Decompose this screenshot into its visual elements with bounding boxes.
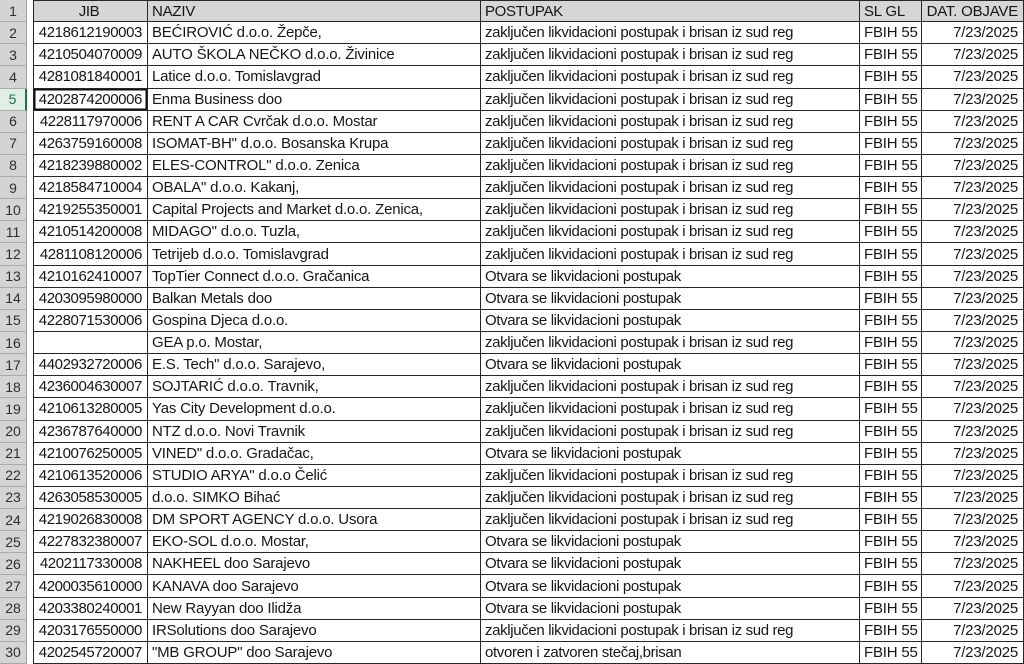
- cell-sl-gl[interactable]: FBIH 55: [860, 376, 922, 398]
- cell-dat-objave[interactable]: 7/23/2025: [922, 266, 1024, 288]
- cell-postupak[interactable]: zaključen likvidacioni postupak i brisan iz sud reg: [481, 376, 860, 398]
- cell-sl-gl[interactable]: FBIH 55: [860, 266, 922, 288]
- cell-naziv[interactable]: Enma Business doo: [148, 89, 481, 111]
- row-number[interactable]: 9: [0, 177, 27, 199]
- cell-dat-objave[interactable]: 7/23/2025: [922, 487, 1024, 509]
- cell-postupak[interactable]: Otvara se likvidacioni postupak: [481, 354, 860, 376]
- column-header-postupak[interactable]: POSTUPAK: [481, 0, 860, 22]
- cell-sl-gl[interactable]: FBIH 55: [860, 221, 922, 243]
- cell-naziv[interactable]: d.o.o. SIMKO Bihać: [148, 487, 481, 509]
- cell-naziv[interactable]: NAKHEEL doo Sarajevo: [148, 553, 481, 575]
- row-number[interactable]: 11: [0, 221, 27, 243]
- cell-postupak[interactable]: zaključen likvidacioni postupak i brisan iz sud reg: [481, 89, 860, 111]
- cell-dat-objave[interactable]: 7/23/2025: [922, 44, 1024, 66]
- cell-jib[interactable]: 4202874200006: [33, 89, 148, 111]
- cell-postupak[interactable]: zaključen likvidacioni postupak i brisan iz sud reg: [481, 243, 860, 265]
- cell-postupak[interactable]: zaključen likvidacioni postupak i brisan iz sud reg: [481, 398, 860, 420]
- cell-sl-gl[interactable]: FBIH 55: [860, 22, 922, 44]
- cell-jib[interactable]: 4263759160008: [33, 133, 148, 155]
- cell-naziv[interactable]: EKO-SOL d.o.o. Mostar,: [148, 531, 481, 553]
- cell-naziv[interactable]: GEA p.o. Mostar,: [148, 332, 481, 354]
- row-number[interactable]: 29: [0, 620, 27, 642]
- cell-naziv[interactable]: DM SPORT AGENCY d.o.o. Usora: [148, 509, 481, 531]
- cell-sl-gl[interactable]: FBIH 55: [860, 332, 922, 354]
- cell-sl-gl[interactable]: FBIH 55: [860, 421, 922, 443]
- cell-postupak[interactable]: Otvara se likvidacioni postupak: [481, 531, 860, 553]
- cell-sl-gl[interactable]: FBIH 55: [860, 133, 922, 155]
- cell-dat-objave[interactable]: 7/23/2025: [922, 310, 1024, 332]
- cell-jib[interactable]: 4263058530005: [33, 487, 148, 509]
- cell-naziv[interactable]: ISOMAT-BH" d.o.o. Bosanska Krupa: [148, 133, 481, 155]
- cell-jib[interactable]: 4227832380007: [33, 531, 148, 553]
- column-header-dat-objave[interactable]: DAT. OBJAVE: [922, 0, 1024, 22]
- cell-naziv[interactable]: Latice d.o.o. Tomislavgrad: [148, 66, 481, 88]
- cell-dat-objave[interactable]: 7/23/2025: [922, 243, 1024, 265]
- cell-postupak[interactable]: zaključen likvidacioni postupak i brisan iz sud reg: [481, 22, 860, 44]
- cell-dat-objave[interactable]: 7/23/2025: [922, 575, 1024, 597]
- cell-dat-objave[interactable]: 7/23/2025: [922, 465, 1024, 487]
- column-header-sl-gl[interactable]: SL GL: [860, 0, 922, 22]
- cell-dat-objave[interactable]: 7/23/2025: [922, 620, 1024, 642]
- cell-dat-objave[interactable]: 7/23/2025: [922, 332, 1024, 354]
- cell-naziv[interactable]: RENT A CAR Cvrčak d.o.o. Mostar: [148, 111, 481, 133]
- cell-jib[interactable]: 4210504070009: [33, 44, 148, 66]
- cell-sl-gl[interactable]: FBIH 55: [860, 598, 922, 620]
- cell-dat-objave[interactable]: 7/23/2025: [922, 421, 1024, 443]
- cell-postupak[interactable]: zaključen likvidacioni postupak i brisan iz sud reg: [481, 620, 860, 642]
- cell-naziv[interactable]: ELES-CONTROL" d.o.o. Zenica: [148, 155, 481, 177]
- cell-postupak[interactable]: zaključen likvidacioni postupak i brisan iz sud reg: [481, 221, 860, 243]
- cell-postupak[interactable]: zaključen likvidacioni postupak i brisan iz sud reg: [481, 177, 860, 199]
- row-number[interactable]: 8: [0, 155, 27, 177]
- cell-naziv[interactable]: STUDIO ARYA" d.o.o Čelić: [148, 465, 481, 487]
- cell-sl-gl[interactable]: FBIH 55: [860, 177, 922, 199]
- cell-naziv[interactable]: MIDAGO" d.o.o. Tuzla,: [148, 221, 481, 243]
- cell-jib[interactable]: 4236787640000: [33, 421, 148, 443]
- cell-postupak[interactable]: Otvara se likvidacioni postupak: [481, 266, 860, 288]
- cell-dat-objave[interactable]: 7/23/2025: [922, 398, 1024, 420]
- cell-dat-objave[interactable]: 7/23/2025: [922, 553, 1024, 575]
- cell-dat-objave[interactable]: 7/23/2025: [922, 354, 1024, 376]
- row-number[interactable]: 27: [0, 575, 27, 597]
- cell-postupak[interactable]: zaključen likvidacioni postupak i brisan iz sud reg: [481, 199, 860, 221]
- cell-postupak[interactable]: zaključen likvidacioni postupak i brisan iz sud reg: [481, 155, 860, 177]
- cell-naziv[interactable]: BEĆIROVIĆ d.o.o. Žepče,: [148, 22, 481, 44]
- cell-sl-gl[interactable]: FBIH 55: [860, 398, 922, 420]
- cell-dat-objave[interactable]: 7/23/2025: [922, 531, 1024, 553]
- cell-naziv[interactable]: TopTier Connect d.o.o. Gračanica: [148, 266, 481, 288]
- row-number[interactable]: 2: [0, 22, 27, 44]
- cell-postupak[interactable]: zaključen likvidacioni postupak i brisan iz sud reg: [481, 111, 860, 133]
- cell-jib[interactable]: 4210514200008: [33, 221, 148, 243]
- cell-sl-gl[interactable]: FBIH 55: [860, 111, 922, 133]
- cell-sl-gl[interactable]: FBIH 55: [860, 487, 922, 509]
- cell-dat-objave[interactable]: 7/23/2025: [922, 598, 1024, 620]
- row-number[interactable]: 24: [0, 509, 27, 531]
- cell-jib[interactable]: 4210162410007: [33, 266, 148, 288]
- row-number[interactable]: 28: [0, 598, 27, 620]
- cell-naziv[interactable]: VINED" d.o.o. Gradačac,: [148, 443, 481, 465]
- cell-postupak[interactable]: zaključen likvidacioni postupak i brisan iz sud reg: [481, 421, 860, 443]
- cell-postupak[interactable]: Otvara se likvidacioni postupak: [481, 310, 860, 332]
- cell-postupak[interactable]: Otvara se likvidacioni postupak: [481, 443, 860, 465]
- cell-naziv[interactable]: NTZ d.o.o. Novi Travnik: [148, 421, 481, 443]
- cell-postupak[interactable]: zaključen likvidacioni postupak i brisan iz sud reg: [481, 66, 860, 88]
- row-number[interactable]: 10: [0, 199, 27, 221]
- row-number[interactable]: 21: [0, 443, 27, 465]
- cell-naziv[interactable]: "MB GROUP" doo Sarajevo: [148, 642, 481, 664]
- cell-jib[interactable]: 4236004630007: [33, 376, 148, 398]
- cell-jib[interactable]: [33, 332, 148, 354]
- cell-postupak[interactable]: Otvara se likvidacioni postupak: [481, 288, 860, 310]
- cell-naziv[interactable]: KANAVA doo Sarajevo: [148, 575, 481, 597]
- column-header-jib[interactable]: JIB: [33, 0, 148, 22]
- row-number[interactable]: 1: [0, 0, 27, 22]
- cell-dat-objave[interactable]: 7/23/2025: [922, 642, 1024, 664]
- row-number[interactable]: 26: [0, 553, 27, 575]
- cell-jib[interactable]: 4218239880002: [33, 155, 148, 177]
- cell-dat-objave[interactable]: 7/23/2025: [922, 443, 1024, 465]
- cell-sl-gl[interactable]: FBIH 55: [860, 199, 922, 221]
- cell-sl-gl[interactable]: FBIH 55: [860, 443, 922, 465]
- row-number[interactable]: 15: [0, 310, 27, 332]
- cell-sl-gl[interactable]: FBIH 55: [860, 465, 922, 487]
- cell-dat-objave[interactable]: 7/23/2025: [922, 509, 1024, 531]
- cell-naziv[interactable]: Tetrijeb d.o.o. Tomislavgrad: [148, 243, 481, 265]
- cell-dat-objave[interactable]: 7/23/2025: [922, 89, 1024, 111]
- cell-jib[interactable]: 4203380240001: [33, 598, 148, 620]
- cell-postupak[interactable]: Otvara se likvidacioni postupak: [481, 575, 860, 597]
- cell-sl-gl[interactable]: FBIH 55: [860, 575, 922, 597]
- cell-postupak[interactable]: Otvara se likvidacioni postupak: [481, 553, 860, 575]
- row-number[interactable]: 14: [0, 288, 27, 310]
- cell-naziv[interactable]: Capital Projects and Market d.o.o. Zenica,: [148, 199, 481, 221]
- row-number[interactable]: 19: [0, 398, 27, 420]
- cell-sl-gl[interactable]: FBIH 55: [860, 288, 922, 310]
- cell-jib[interactable]: 4402932720006: [33, 354, 148, 376]
- cell-postupak[interactable]: zaključen likvidacioni postupak i brisan iz sud reg: [481, 465, 860, 487]
- row-number[interactable]: 20: [0, 421, 27, 443]
- cell-sl-gl[interactable]: FBIH 55: [860, 509, 922, 531]
- cell-postupak[interactable]: zaključen likvidacioni postupak i brisan iz sud reg: [481, 44, 860, 66]
- cell-sl-gl[interactable]: FBIH 55: [860, 243, 922, 265]
- cell-postupak[interactable]: Otvara se likvidacioni postupak: [481, 598, 860, 620]
- cell-sl-gl[interactable]: FBIH 55: [860, 642, 922, 664]
- cell-naziv[interactable]: Balkan Metals doo: [148, 288, 481, 310]
- cell-dat-objave[interactable]: 7/23/2025: [922, 111, 1024, 133]
- cell-dat-objave[interactable]: 7/23/2025: [922, 133, 1024, 155]
- row-number[interactable]: 18: [0, 376, 27, 398]
- row-number[interactable]: 22: [0, 465, 27, 487]
- cell-jib[interactable]: 4200035610000: [33, 575, 148, 597]
- row-number[interactable]: 25: [0, 531, 27, 553]
- cell-dat-objave[interactable]: 7/23/2025: [922, 288, 1024, 310]
- cell-sl-gl[interactable]: FBIH 55: [860, 44, 922, 66]
- column-header-naziv[interactable]: NAZIV: [148, 0, 481, 22]
- cell-naziv[interactable]: Yas City Development d.o.o.: [148, 398, 481, 420]
- row-number[interactable]: 17: [0, 354, 27, 376]
- cell-dat-objave[interactable]: 7/23/2025: [922, 155, 1024, 177]
- cell-jib[interactable]: 4228117970006: [33, 111, 148, 133]
- row-number[interactable]: 16: [0, 332, 27, 354]
- cell-dat-objave[interactable]: 7/23/2025: [922, 66, 1024, 88]
- cell-jib[interactable]: 4210613520006: [33, 465, 148, 487]
- cell-dat-objave[interactable]: 7/23/2025: [922, 177, 1024, 199]
- cell-jib[interactable]: 4202117330008: [33, 553, 148, 575]
- cell-jib[interactable]: 4210076250005: [33, 443, 148, 465]
- row-number[interactable]: 13: [0, 266, 27, 288]
- cell-sl-gl[interactable]: FBIH 55: [860, 553, 922, 575]
- cell-jib[interactable]: 4219255350001: [33, 199, 148, 221]
- cell-sl-gl[interactable]: FBIH 55: [860, 531, 922, 553]
- row-number[interactable]: 4: [0, 66, 27, 88]
- cell-sl-gl[interactable]: FBIH 55: [860, 354, 922, 376]
- cell-dat-objave[interactable]: 7/23/2025: [922, 22, 1024, 44]
- cell-naziv[interactable]: IRSolutions doo Sarajevo: [148, 620, 481, 642]
- cell-naziv[interactable]: SOJTARIĆ d.o.o. Travnik,: [148, 376, 481, 398]
- cell-naziv[interactable]: E.S. Tech" d.o.o. Sarajevo,: [148, 354, 481, 376]
- cell-naziv[interactable]: New Rayyan doo Ilidža: [148, 598, 481, 620]
- cell-naziv[interactable]: AUTO ŠKOLA NEČKO d.o.o. Živinice: [148, 44, 481, 66]
- cell-jib[interactable]: 4219026830008: [33, 509, 148, 531]
- cell-jib[interactable]: 4218584710004: [33, 177, 148, 199]
- cell-sl-gl[interactable]: FBIH 55: [860, 155, 922, 177]
- cell-dat-objave[interactable]: 7/23/2025: [922, 221, 1024, 243]
- row-number[interactable]: 23: [0, 487, 27, 509]
- cell-sl-gl[interactable]: FBIH 55: [860, 310, 922, 332]
- cell-sl-gl[interactable]: FBIH 55: [860, 66, 922, 88]
- cell-jib[interactable]: 4202545720007: [33, 642, 148, 664]
- cell-postupak[interactable]: zaključen likvidacioni postupak i brisan iz sud reg: [481, 133, 860, 155]
- row-number[interactable]: 5: [0, 89, 27, 111]
- row-number[interactable]: 12: [0, 243, 27, 265]
- cell-jib[interactable]: 4218612190003: [33, 22, 148, 44]
- cell-dat-objave[interactable]: 7/23/2025: [922, 199, 1024, 221]
- row-number[interactable]: 7: [0, 133, 27, 155]
- cell-postupak[interactable]: otvoren i zatvoren stečaj,brisan: [481, 642, 860, 664]
- row-number[interactable]: 30: [0, 642, 27, 664]
- cell-postupak[interactable]: zaključen likvidacioni postupak i brisan iz sud reg: [481, 332, 860, 354]
- cell-postupak[interactable]: zaključen likvidacioni postupak i brisan iz sud reg: [481, 509, 860, 531]
- cell-jib[interactable]: 4228071530006: [33, 310, 148, 332]
- cell-sl-gl[interactable]: FBIH 55: [860, 89, 922, 111]
- cell-jib[interactable]: 4203176550000: [33, 620, 148, 642]
- row-number[interactable]: 3: [0, 44, 27, 66]
- cell-sl-gl[interactable]: FBIH 55: [860, 620, 922, 642]
- cell-jib[interactable]: 4203095980000: [33, 288, 148, 310]
- cell-naziv[interactable]: OBALA" d.o.o. Kakanj,: [148, 177, 481, 199]
- cell-jib[interactable]: 4281108120006: [33, 243, 148, 265]
- cell-jib[interactable]: 4210613280005: [33, 398, 148, 420]
- cell-jib[interactable]: 4281081840001: [33, 66, 148, 88]
- cell-dat-objave[interactable]: 7/23/2025: [922, 376, 1024, 398]
- cell-naziv[interactable]: Gospina Djeca d.o.o.: [148, 310, 481, 332]
- row-number[interactable]: 6: [0, 111, 27, 133]
- cell-postupak[interactable]: zaključen likvidacioni postupak i brisan iz sud reg: [481, 487, 860, 509]
